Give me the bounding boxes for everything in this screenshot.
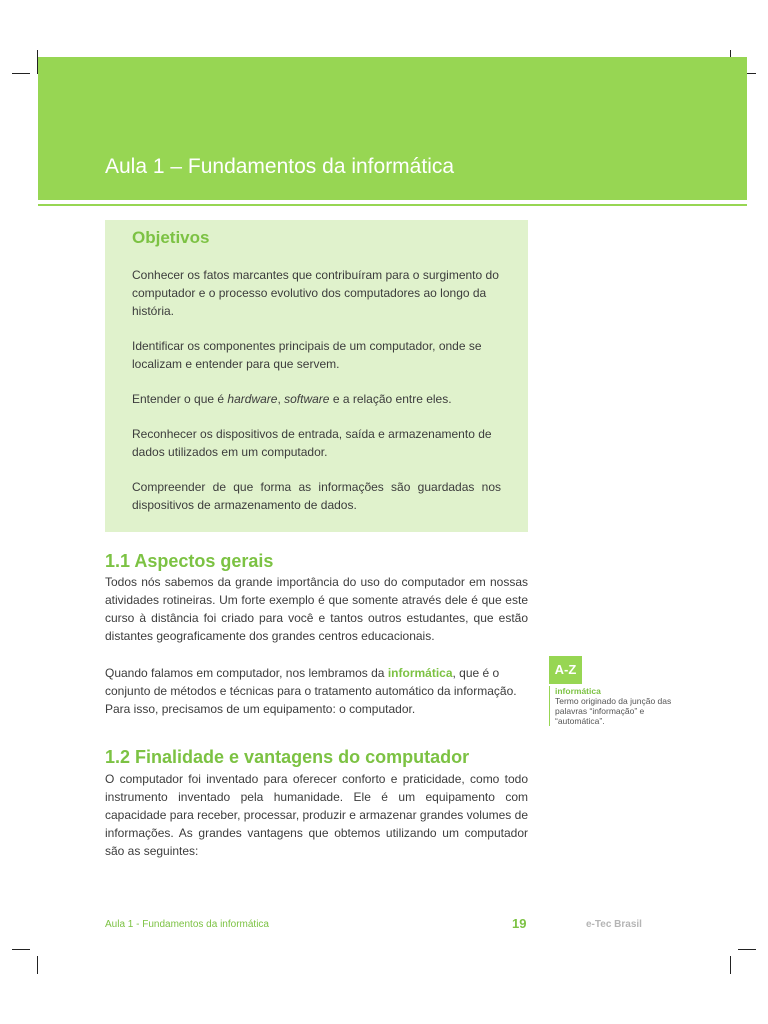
section-heading-aspectos-gerais: 1.1 Aspectos gerais [105, 551, 274, 571]
glossary-body [549, 686, 689, 726]
objective-item: Identificar os componentes principais de um computador, onde se localizam e entender para que servem. [132, 339, 482, 371]
glossary-note [549, 656, 689, 726]
section2-paragraph: O computador foi inventado para oferecer conforto e praticidade, como todo instrumento inventado pela humanidade. Ele é um equipamento com capacidade para receber, processar, produzir e armazenar grandes volumes de informações. As grandes vantagens que obtemos utilizando um computador são as seguintes: [105, 772, 528, 858]
section1-paragraph-1: Todos nós sabemos da grande importância do uso do computador em nossas atividades rotineiras. Um forte exemplo é que somente através dele é que este curso à distância foi criado para você e tantos outros estudantes, que estão distantes geograficamente dos grandes centros educacionais. [105, 575, 528, 643]
crop-mark [37, 956, 38, 974]
objectives-title: Objetivos [132, 228, 210, 247]
glossary-definition: Termo originado da junção das palavras “informação” e “automática”. [555, 696, 672, 726]
crop-mark [12, 73, 30, 74]
page-title: Aula 1 – Fundamentos da informática [105, 155, 455, 178]
footer-brand: e-Tec Brasil [586, 919, 642, 930]
objectives-box [105, 220, 528, 532]
term-hardware: hardware [227, 392, 278, 406]
crop-mark [12, 949, 30, 950]
glossary-badge-icon: A-Z [549, 656, 582, 684]
glossary-term: informática [555, 686, 601, 696]
objective-item: Compreender de que forma as informações são guardadas nos dispositivos de armazenamento de dados. [132, 480, 501, 512]
term-software: software [284, 392, 330, 406]
footer-chapter: Aula 1 - Fundamentos da informática [105, 919, 269, 930]
objective-item: Reconhecer os dispositivos de entrada, saída e armazenamento de dados utilizados em um computador. [132, 427, 492, 459]
crop-mark [730, 956, 731, 974]
page-number: 19 [512, 916, 527, 931]
section1-paragraph-2: Quando falamos em computador, nos lembramos da informática, que é o conjunto de métodos e técnicas para o tratamento automático da informação. Para isso, precisamos de um equipamento: o computador. [105, 666, 517, 716]
objective-item: Entender o que é hardware, software e a relação entre eles. [132, 392, 452, 406]
glossary-term-link[interactable]: informática [387, 666, 453, 680]
objective-item: Conhecer os fatos marcantes que contribuíram para o surgimento do computador e o processo evolutivo dos computadores ao longo da história. [132, 268, 499, 318]
header-divider [38, 204, 747, 206]
section-heading-finalidade: 1.2 Finalidade e vantagens do computador [105, 747, 470, 767]
crop-mark [738, 949, 756, 950]
